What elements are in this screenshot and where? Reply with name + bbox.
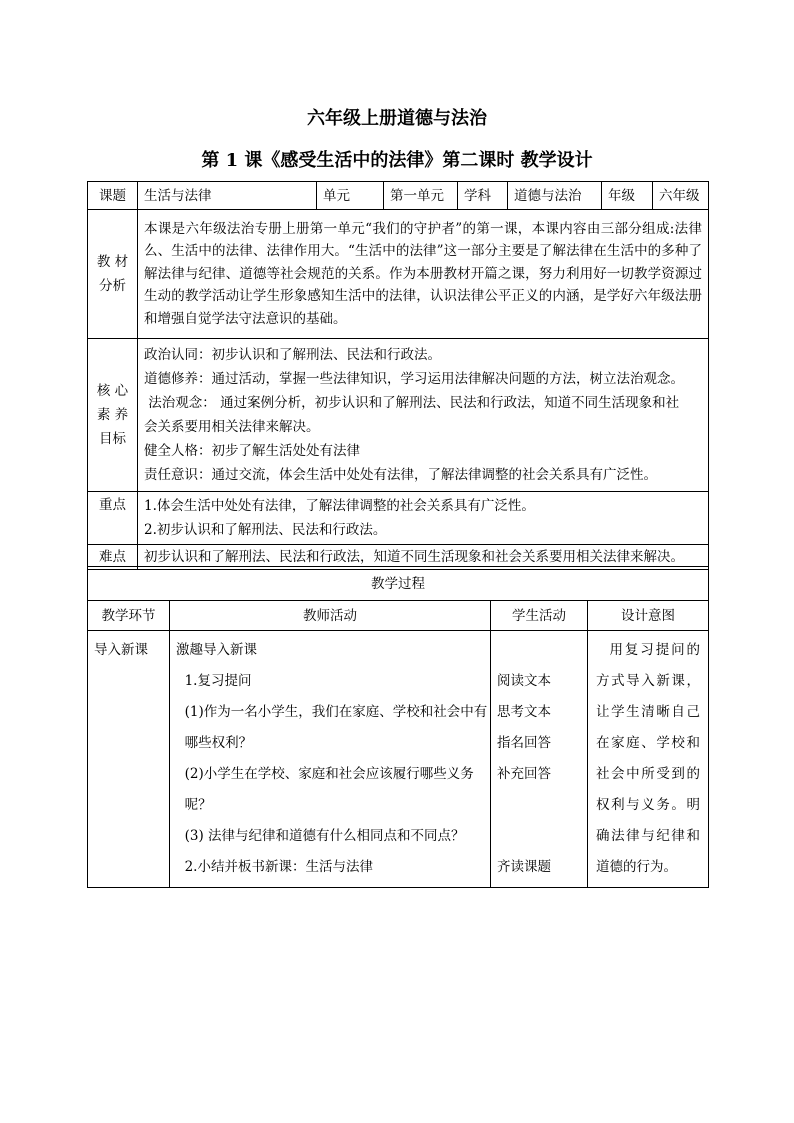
lesson-info-table [87, 181, 709, 570]
stage-name: 导入新课 [88, 631, 170, 888]
process-title: 教学过程 [88, 567, 709, 601]
process-title-row [88, 567, 709, 601]
design-intent: 用复习提问的方式导入新课，让学生清晰自己在家庭、学校和社会中所受到的权利与义务。明确法律与纪律和道德的行为。 [588, 631, 709, 888]
unit-value: 第一单元 [384, 182, 458, 210]
grade-value: 六年级 [653, 182, 709, 210]
header-student-activity: 学生活动 [491, 601, 588, 631]
core-goals-row [88, 339, 709, 492]
analysis-text: 本课是六年级法治专册上册第一单元“我们的守护者”的第一课，本课内容由三部分组成:法律么、生活中的法律、法律作用大。“生活中的法律”这一部分主要是了解法律在生活中的多种了解法律与纪律、道德等社会规范的关系。作为本册教材开篇之课，努力利用好一切教学资源过生动的教学活动让学生形象感知生活中的法律，认识法律公平正义的内涵，是学好六年级法册和增强自觉学法守法意识的基础。 [138, 210, 709, 339]
core-goal-item: 政治认同：初步认识和了解刑法、民法和行政法。 [144, 347, 441, 363]
info-row [88, 182, 709, 210]
teacher-activity: 激趣导入新课 1.复习提问 (1)作为一名小学生，我们在家庭、学校和社会中有 哪些权利？ (2)小学生在学校、家庭和社会应该履行哪些义务 呢？ (3) 法律与纪律和道德有什么相同点和不同点？ 2.小结并板书新课：生活与法律 [170, 631, 491, 888]
core-goal-item: 责任意识：通过交流，体会生活中处处有法律，了解法律调整的社会关系具有广泛性。 [144, 467, 657, 483]
analysis-label: 教 材 分析 [88, 210, 138, 339]
header-design-intent: 设计意图 [588, 601, 709, 631]
subject-value: 道德与法治 [508, 182, 602, 210]
key-points-list [138, 492, 709, 545]
topic-value: 生活与法律 [138, 182, 317, 210]
core-goal-item: 法治观念： 通过案例分析，初步认识和了解刑法、民法和行政法，知道不同生活现象和社 [144, 395, 680, 411]
grade-label: 年级 [602, 182, 653, 210]
document-title: 六年级上册道德与法治 [307, 108, 487, 129]
difficulty-text: 初步认识和了解刑法、民法和行政法，知道不同生活现象和社会关系要用相关法律来解决。 [138, 545, 709, 570]
difficulty-label: 难点 [88, 545, 138, 570]
core-goals-label: 核 心 素 养 目标 [88, 339, 138, 492]
core-goal-item: 健全人格：初步了解生活处处有法律 [144, 443, 360, 459]
header-stage: 教学环节 [88, 601, 170, 631]
core-goal-item: 道德修养：通过活动，掌握一些法律知识，学习运用法律解决问题的方法，树立法治观念。 [144, 371, 684, 387]
header-teacher-activity: 教师活动 [170, 601, 491, 631]
document-subtitle: 第 1 课《感受生活中的法律》第二课时 教学设计 [201, 150, 593, 171]
core-goals-list [138, 339, 709, 492]
subject-label: 学科 [458, 182, 508, 210]
process-row-intro [88, 631, 709, 888]
analysis-row [88, 210, 709, 339]
key-point-item: 2.初步认识和了解刑法、民法和行政法。 [144, 522, 387, 538]
topic-label: 课题 [88, 182, 138, 210]
core-goal-item: 会关系要用相关法律来解决。 [144, 419, 320, 435]
key-point-item: 1.体会生活中处处有法律，了解法律调整的社会关系具有广泛性。 [144, 498, 535, 514]
process-header-row [88, 601, 709, 631]
key-points-label: 重点 [88, 492, 138, 545]
student-activity: 阅读文本 思考文本 指名回答 补充回答 齐读课题 [491, 631, 588, 888]
key-points-row [88, 492, 709, 545]
unit-label: 单元 [317, 182, 384, 210]
teaching-process-table [87, 566, 709, 888]
